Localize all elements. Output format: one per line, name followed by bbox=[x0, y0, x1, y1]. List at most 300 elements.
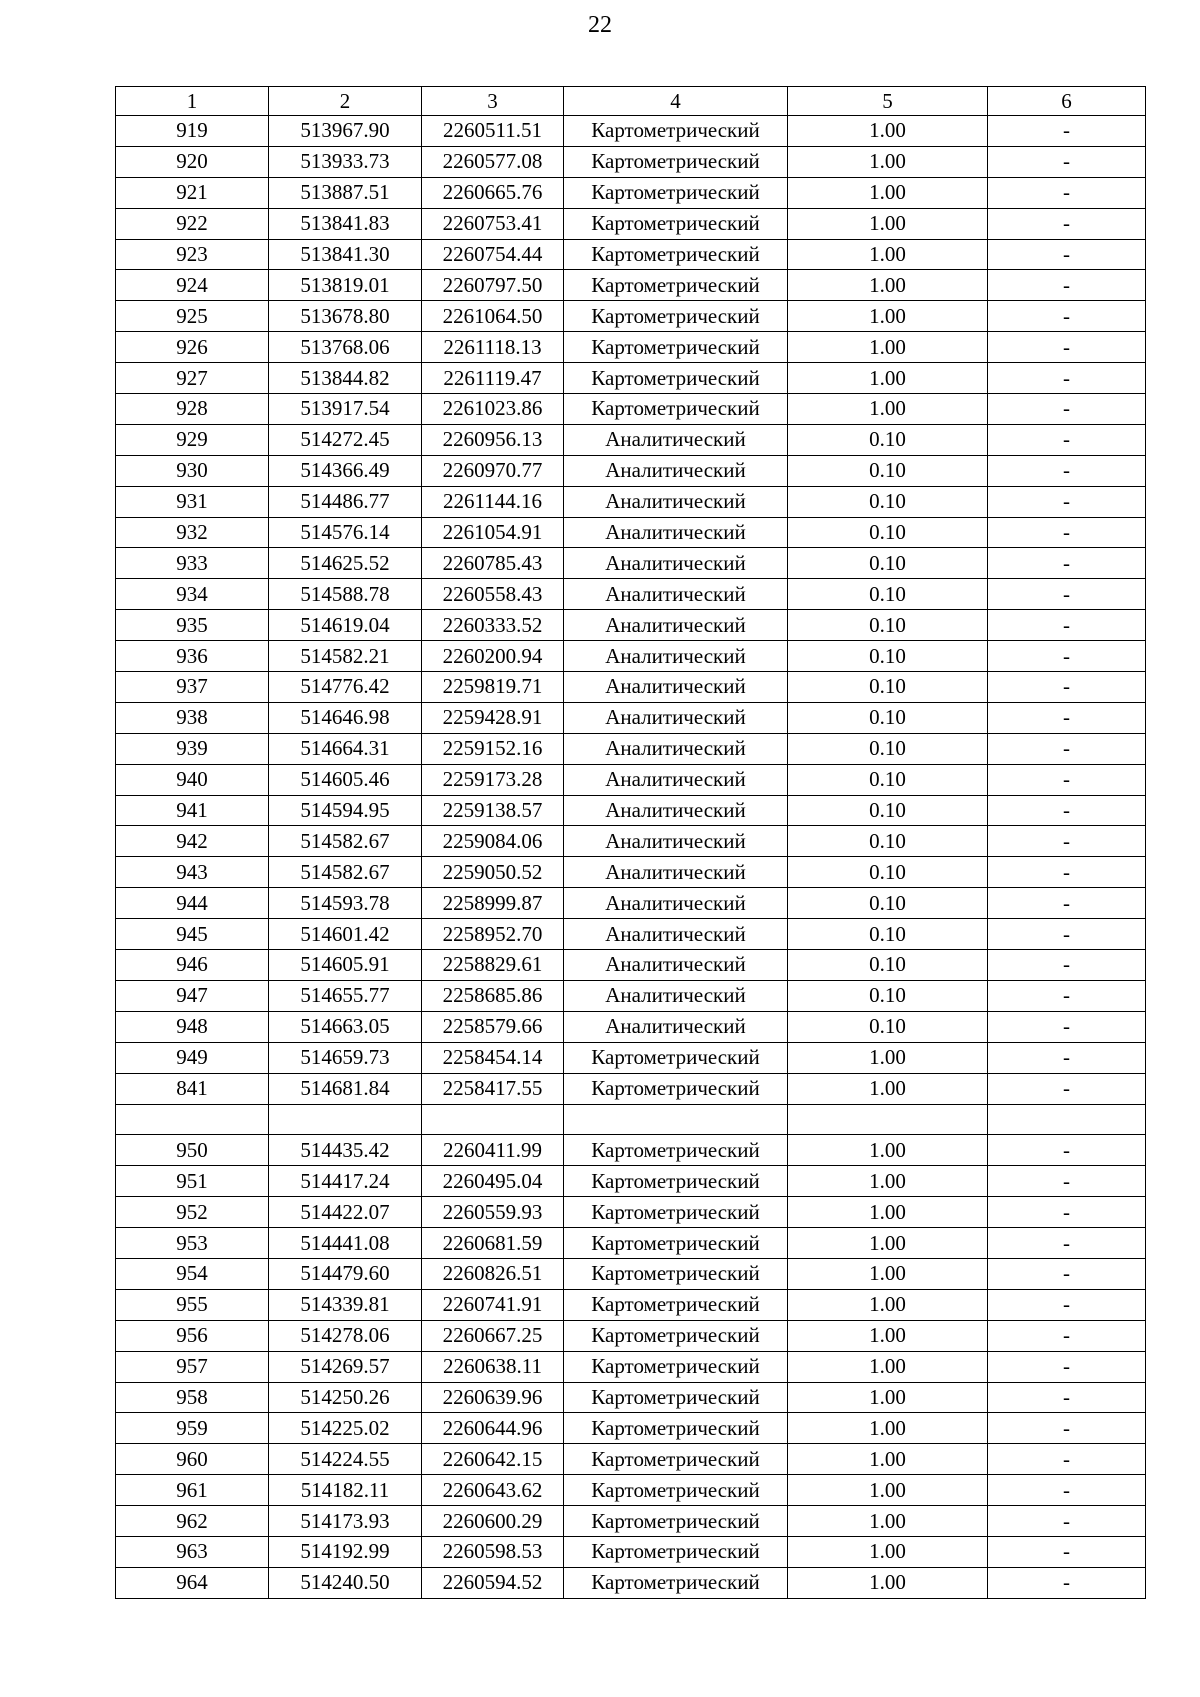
x-coordinate-cell: 514576.14 bbox=[269, 517, 422, 548]
header-cell-1: 1 bbox=[116, 87, 269, 116]
y-coordinate-cell: 2260200.94 bbox=[422, 641, 564, 672]
table-row bbox=[116, 1567, 1146, 1598]
point-number-cell: 921 bbox=[116, 177, 269, 208]
y-coordinate-cell: 2259152.16 bbox=[422, 733, 564, 764]
note-cell: - bbox=[988, 1382, 1146, 1413]
x-coordinate-cell: 514269.57 bbox=[269, 1351, 422, 1382]
x-coordinate-cell: 513933.73 bbox=[269, 146, 422, 177]
accuracy-cell: 0.10 bbox=[788, 641, 988, 672]
y-coordinate-cell: 2259138.57 bbox=[422, 795, 564, 826]
note-cell: - bbox=[988, 301, 1146, 332]
note-cell: - bbox=[988, 950, 1146, 981]
method-cell: Аналитический bbox=[564, 857, 788, 888]
point-number-cell: 920 bbox=[116, 146, 269, 177]
note-cell: - bbox=[988, 239, 1146, 270]
note-cell: - bbox=[988, 826, 1146, 857]
note-cell: - bbox=[988, 1011, 1146, 1042]
point-number-cell: 944 bbox=[116, 888, 269, 919]
table-row bbox=[116, 177, 1146, 208]
note-cell: - bbox=[988, 1042, 1146, 1073]
point-number-cell bbox=[116, 1104, 269, 1135]
method-cell: Картометрический bbox=[564, 177, 788, 208]
note-cell: - bbox=[988, 394, 1146, 425]
point-number-cell: 919 bbox=[116, 116, 269, 147]
x-coordinate-cell: 514655.77 bbox=[269, 980, 422, 1011]
method-cell: Картометрический bbox=[564, 1351, 788, 1382]
method-cell: Картометрический bbox=[564, 301, 788, 332]
x-coordinate-cell: 513917.54 bbox=[269, 394, 422, 425]
table-row bbox=[116, 1073, 1146, 1104]
y-coordinate-cell: 2260753.41 bbox=[422, 208, 564, 239]
point-number-cell: 934 bbox=[116, 579, 269, 610]
table-row bbox=[116, 1258, 1146, 1289]
point-number-cell: 962 bbox=[116, 1506, 269, 1537]
y-coordinate-cell: 2260681.59 bbox=[422, 1228, 564, 1259]
method-cell: Картометрический bbox=[564, 1258, 788, 1289]
y-coordinate-cell: 2260577.08 bbox=[422, 146, 564, 177]
table-row bbox=[116, 672, 1146, 703]
accuracy-cell: 1.00 bbox=[788, 1135, 988, 1166]
header-cell-3: 3 bbox=[422, 87, 564, 116]
point-number-cell: 926 bbox=[116, 332, 269, 363]
method-cell: Картометрический bbox=[564, 1073, 788, 1104]
x-coordinate-cell: 514582.67 bbox=[269, 826, 422, 857]
accuracy-cell: 0.10 bbox=[788, 672, 988, 703]
method-cell: Аналитический bbox=[564, 764, 788, 795]
accuracy-cell: 0.10 bbox=[788, 455, 988, 486]
point-number-cell: 950 bbox=[116, 1135, 269, 1166]
accuracy-cell: 0.10 bbox=[788, 548, 988, 579]
x-coordinate-cell: 513844.82 bbox=[269, 363, 422, 394]
note-cell: - bbox=[988, 1135, 1146, 1166]
y-coordinate-cell: 2260511.51 bbox=[422, 116, 564, 147]
note-cell: - bbox=[988, 1166, 1146, 1197]
table-row bbox=[116, 363, 1146, 394]
y-coordinate-cell: 2259173.28 bbox=[422, 764, 564, 795]
note-cell: - bbox=[988, 1536, 1146, 1567]
method-cell: Аналитический bbox=[564, 672, 788, 703]
accuracy-cell: 0.10 bbox=[788, 486, 988, 517]
note-cell: - bbox=[988, 1073, 1146, 1104]
method-cell: Картометрический bbox=[564, 1475, 788, 1506]
accuracy-cell: 1.00 bbox=[788, 239, 988, 270]
table-row bbox=[116, 610, 1146, 641]
point-number-cell: 929 bbox=[116, 424, 269, 455]
note-cell: - bbox=[988, 888, 1146, 919]
note-cell: - bbox=[988, 1228, 1146, 1259]
table-row bbox=[116, 301, 1146, 332]
y-coordinate-cell: 2260642.15 bbox=[422, 1444, 564, 1475]
x-coordinate-cell: 514479.60 bbox=[269, 1258, 422, 1289]
y-coordinate-cell: 2260797.50 bbox=[422, 270, 564, 301]
point-number-cell: 957 bbox=[116, 1351, 269, 1382]
note-cell: - bbox=[988, 146, 1146, 177]
x-coordinate-cell: 514192.99 bbox=[269, 1536, 422, 1567]
y-coordinate-cell: 2260644.96 bbox=[422, 1413, 564, 1444]
note-cell: - bbox=[988, 1413, 1146, 1444]
point-number-cell: 946 bbox=[116, 950, 269, 981]
x-coordinate-cell: 514486.77 bbox=[269, 486, 422, 517]
method-cell: Аналитический bbox=[564, 610, 788, 641]
note-cell: - bbox=[988, 579, 1146, 610]
method-cell: Аналитический bbox=[564, 733, 788, 764]
point-number-cell: 923 bbox=[116, 239, 269, 270]
method-cell: Аналитический bbox=[564, 919, 788, 950]
method-cell: Картометрический bbox=[564, 1506, 788, 1537]
note-cell: - bbox=[988, 672, 1146, 703]
table-row bbox=[116, 394, 1146, 425]
x-coordinate-cell: 513841.30 bbox=[269, 239, 422, 270]
accuracy-cell: 1.00 bbox=[788, 1506, 988, 1537]
accuracy-cell: 0.10 bbox=[788, 950, 988, 981]
note-cell: - bbox=[988, 610, 1146, 641]
accuracy-cell: 1.00 bbox=[788, 116, 988, 147]
method-cell: Картометрический bbox=[564, 239, 788, 270]
note-cell: - bbox=[988, 795, 1146, 826]
method-cell: Картометрический bbox=[564, 394, 788, 425]
x-coordinate-cell: 514601.42 bbox=[269, 919, 422, 950]
note-cell: - bbox=[988, 1197, 1146, 1228]
note-cell: - bbox=[988, 702, 1146, 733]
x-coordinate-cell: 514619.04 bbox=[269, 610, 422, 641]
y-coordinate-cell: 2260970.77 bbox=[422, 455, 564, 486]
x-coordinate-cell: 513887.51 bbox=[269, 177, 422, 208]
y-coordinate-cell: 2258417.55 bbox=[422, 1073, 564, 1104]
accuracy-cell: 1.00 bbox=[788, 1258, 988, 1289]
method-cell: Картометрический bbox=[564, 1135, 788, 1166]
accuracy-cell: 1.00 bbox=[788, 208, 988, 239]
method-cell: Картометрический bbox=[564, 332, 788, 363]
x-coordinate-cell: 514417.24 bbox=[269, 1166, 422, 1197]
x-coordinate-cell: 514250.26 bbox=[269, 1382, 422, 1413]
note-cell: - bbox=[988, 486, 1146, 517]
accuracy-cell: 1.00 bbox=[788, 177, 988, 208]
x-coordinate-cell: 514173.93 bbox=[269, 1506, 422, 1537]
table-row bbox=[116, 826, 1146, 857]
accuracy-cell: 0.10 bbox=[788, 702, 988, 733]
point-number-cell: 935 bbox=[116, 610, 269, 641]
table-row bbox=[116, 641, 1146, 672]
x-coordinate-cell: 514441.08 bbox=[269, 1228, 422, 1259]
point-number-cell: 937 bbox=[116, 672, 269, 703]
note-cell: - bbox=[988, 641, 1146, 672]
x-coordinate-cell: 513819.01 bbox=[269, 270, 422, 301]
x-coordinate-cell: 514272.45 bbox=[269, 424, 422, 455]
x-coordinate-cell: 514582.21 bbox=[269, 641, 422, 672]
accuracy-cell: 0.10 bbox=[788, 980, 988, 1011]
method-cell: Аналитический bbox=[564, 641, 788, 672]
y-coordinate-cell: 2258999.87 bbox=[422, 888, 564, 919]
y-coordinate-cell: 2260411.99 bbox=[422, 1135, 564, 1166]
table-row bbox=[116, 1289, 1146, 1320]
note-cell: - bbox=[988, 733, 1146, 764]
table-row bbox=[116, 1413, 1146, 1444]
point-number-cell: 941 bbox=[116, 795, 269, 826]
point-number-cell: 954 bbox=[116, 1258, 269, 1289]
x-coordinate-cell: 514339.81 bbox=[269, 1289, 422, 1320]
method-cell: Картометрический bbox=[564, 1289, 788, 1320]
table-row bbox=[116, 579, 1146, 610]
point-number-cell: 928 bbox=[116, 394, 269, 425]
method-cell: Картометрический bbox=[564, 1382, 788, 1413]
y-coordinate-cell: 2261023.86 bbox=[422, 394, 564, 425]
method-cell: Картометрический bbox=[564, 1197, 788, 1228]
note-cell: - bbox=[988, 764, 1146, 795]
accuracy-cell: 1.00 bbox=[788, 1197, 988, 1228]
y-coordinate-cell: 2260667.25 bbox=[422, 1320, 564, 1351]
method-cell: Аналитический bbox=[564, 826, 788, 857]
point-number-cell: 961 bbox=[116, 1475, 269, 1506]
table-row bbox=[116, 517, 1146, 548]
header-cell-5: 5 bbox=[788, 87, 988, 116]
table-row bbox=[116, 116, 1146, 147]
y-coordinate-cell: 2258454.14 bbox=[422, 1042, 564, 1073]
x-coordinate-cell: 513768.06 bbox=[269, 332, 422, 363]
accuracy-cell: 1.00 bbox=[788, 301, 988, 332]
accuracy-cell: 1.00 bbox=[788, 1536, 988, 1567]
table-row bbox=[116, 1135, 1146, 1166]
x-coordinate-cell: 514240.50 bbox=[269, 1567, 422, 1598]
method-cell: Картометрический bbox=[564, 1567, 788, 1598]
y-coordinate-cell: 2260594.52 bbox=[422, 1567, 564, 1598]
table-row bbox=[116, 1197, 1146, 1228]
x-coordinate-cell: 513841.83 bbox=[269, 208, 422, 239]
point-number-cell: 955 bbox=[116, 1289, 269, 1320]
y-coordinate-cell bbox=[422, 1104, 564, 1135]
y-coordinate-cell: 2261064.50 bbox=[422, 301, 564, 332]
note-cell: - bbox=[988, 1351, 1146, 1382]
accuracy-cell: 1.00 bbox=[788, 146, 988, 177]
table-row bbox=[116, 548, 1146, 579]
table-row bbox=[116, 733, 1146, 764]
point-number-cell: 945 bbox=[116, 919, 269, 950]
y-coordinate-cell: 2258829.61 bbox=[422, 950, 564, 981]
y-coordinate-cell: 2260639.96 bbox=[422, 1382, 564, 1413]
x-coordinate-cell: 514605.46 bbox=[269, 764, 422, 795]
point-number-cell: 952 bbox=[116, 1197, 269, 1228]
note-cell: - bbox=[988, 1320, 1146, 1351]
accuracy-cell: 1.00 bbox=[788, 1320, 988, 1351]
accuracy-cell: 0.10 bbox=[788, 610, 988, 641]
x-coordinate-cell: 514224.55 bbox=[269, 1444, 422, 1475]
table-row bbox=[116, 950, 1146, 981]
x-coordinate-cell: 514366.49 bbox=[269, 455, 422, 486]
y-coordinate-cell: 2260741.91 bbox=[422, 1289, 564, 1320]
accuracy-cell: 1.00 bbox=[788, 1413, 988, 1444]
method-cell: Аналитический bbox=[564, 486, 788, 517]
point-number-cell: 925 bbox=[116, 301, 269, 332]
method-cell: Картометрический bbox=[564, 1413, 788, 1444]
method-cell: Картометрический bbox=[564, 1228, 788, 1259]
x-coordinate-cell: 514593.78 bbox=[269, 888, 422, 919]
y-coordinate-cell: 2260785.43 bbox=[422, 548, 564, 579]
accuracy-cell: 1.00 bbox=[788, 1228, 988, 1259]
y-coordinate-cell: 2260558.43 bbox=[422, 579, 564, 610]
table-header bbox=[116, 87, 1146, 116]
point-number-cell: 927 bbox=[116, 363, 269, 394]
accuracy-cell: 1.00 bbox=[788, 332, 988, 363]
table-row bbox=[116, 764, 1146, 795]
point-number-cell: 953 bbox=[116, 1228, 269, 1259]
x-coordinate-cell: 514182.11 bbox=[269, 1475, 422, 1506]
point-number-cell: 939 bbox=[116, 733, 269, 764]
point-number-cell: 841 bbox=[116, 1073, 269, 1104]
table-row bbox=[116, 1444, 1146, 1475]
point-number-cell: 922 bbox=[116, 208, 269, 239]
y-coordinate-cell: 2260638.11 bbox=[422, 1351, 564, 1382]
table-row bbox=[116, 919, 1146, 950]
note-cell: - bbox=[988, 177, 1146, 208]
y-coordinate-cell: 2261118.13 bbox=[422, 332, 564, 363]
method-cell: Картометрический bbox=[564, 363, 788, 394]
accuracy-cell: 1.00 bbox=[788, 1444, 988, 1475]
accuracy-cell: 0.10 bbox=[788, 826, 988, 857]
note-cell: - bbox=[988, 1444, 1146, 1475]
method-cell: Картометрический bbox=[564, 146, 788, 177]
table-row bbox=[116, 1104, 1146, 1135]
y-coordinate-cell: 2260754.44 bbox=[422, 239, 564, 270]
point-number-cell: 948 bbox=[116, 1011, 269, 1042]
header-cell-6: 6 bbox=[988, 87, 1146, 116]
x-coordinate-cell: 514659.73 bbox=[269, 1042, 422, 1073]
note-cell: - bbox=[988, 1567, 1146, 1598]
table-row bbox=[116, 1506, 1146, 1537]
accuracy-cell: 1.00 bbox=[788, 1042, 988, 1073]
accuracy-cell: 0.10 bbox=[788, 764, 988, 795]
y-coordinate-cell: 2260600.29 bbox=[422, 1506, 564, 1537]
method-cell: Картометрический bbox=[564, 1320, 788, 1351]
point-number-cell: 940 bbox=[116, 764, 269, 795]
table-row bbox=[116, 1351, 1146, 1382]
x-coordinate-cell: 514664.31 bbox=[269, 733, 422, 764]
method-cell: Картометрический bbox=[564, 1536, 788, 1567]
x-coordinate-cell: 514625.52 bbox=[269, 548, 422, 579]
y-coordinate-cell: 2260495.04 bbox=[422, 1166, 564, 1197]
table-body bbox=[116, 116, 1146, 1599]
method-cell: Картометрический bbox=[564, 1042, 788, 1073]
y-coordinate-cell: 2261054.91 bbox=[422, 517, 564, 548]
point-number-cell: 943 bbox=[116, 857, 269, 888]
y-coordinate-cell: 2259819.71 bbox=[422, 672, 564, 703]
point-number-cell: 958 bbox=[116, 1382, 269, 1413]
method-cell: Картометрический bbox=[564, 208, 788, 239]
table-row bbox=[116, 795, 1146, 826]
table-row bbox=[116, 424, 1146, 455]
method-cell: Аналитический bbox=[564, 548, 788, 579]
table-row bbox=[116, 1320, 1146, 1351]
accuracy-cell: 1.00 bbox=[788, 1073, 988, 1104]
header-cell-2: 2 bbox=[269, 87, 422, 116]
x-coordinate-cell bbox=[269, 1104, 422, 1135]
method-cell: Аналитический bbox=[564, 950, 788, 981]
header-row bbox=[116, 87, 1146, 116]
accuracy-cell: 0.10 bbox=[788, 517, 988, 548]
accuracy-cell: 1.00 bbox=[788, 363, 988, 394]
point-number-cell: 959 bbox=[116, 1413, 269, 1444]
y-coordinate-cell: 2260826.51 bbox=[422, 1258, 564, 1289]
method-cell: Картометрический bbox=[564, 1444, 788, 1475]
accuracy-cell: 0.10 bbox=[788, 579, 988, 610]
y-coordinate-cell: 2261144.16 bbox=[422, 486, 564, 517]
x-coordinate-cell: 514435.42 bbox=[269, 1135, 422, 1166]
method-cell: Аналитический bbox=[564, 455, 788, 486]
table-row bbox=[116, 270, 1146, 301]
accuracy-cell: 0.10 bbox=[788, 424, 988, 455]
point-number-cell: 936 bbox=[116, 641, 269, 672]
y-coordinate-cell: 2260598.53 bbox=[422, 1536, 564, 1567]
point-number-cell: 960 bbox=[116, 1444, 269, 1475]
point-number-cell: 933 bbox=[116, 548, 269, 579]
table-row bbox=[116, 332, 1146, 363]
coordinates-table bbox=[115, 86, 1146, 1599]
point-number-cell: 963 bbox=[116, 1536, 269, 1567]
table-row bbox=[116, 486, 1146, 517]
x-coordinate-cell: 514422.07 bbox=[269, 1197, 422, 1228]
accuracy-cell: 1.00 bbox=[788, 1567, 988, 1598]
accuracy-cell: 1.00 bbox=[788, 1382, 988, 1413]
note-cell: - bbox=[988, 363, 1146, 394]
accuracy-cell: 0.10 bbox=[788, 795, 988, 826]
point-number-cell: 924 bbox=[116, 270, 269, 301]
note-cell: - bbox=[988, 424, 1146, 455]
note-cell: - bbox=[988, 1289, 1146, 1320]
accuracy-cell: 1.00 bbox=[788, 1475, 988, 1506]
x-coordinate-cell: 514776.42 bbox=[269, 672, 422, 703]
point-number-cell: 947 bbox=[116, 980, 269, 1011]
method-cell: Аналитический bbox=[564, 1011, 788, 1042]
method-cell: Аналитический bbox=[564, 980, 788, 1011]
table-row bbox=[116, 1382, 1146, 1413]
y-coordinate-cell: 2258952.70 bbox=[422, 919, 564, 950]
note-cell: - bbox=[988, 857, 1146, 888]
method-cell: Картометрический bbox=[564, 1166, 788, 1197]
point-number-cell: 932 bbox=[116, 517, 269, 548]
y-coordinate-cell: 2259050.52 bbox=[422, 857, 564, 888]
method-cell: Аналитический bbox=[564, 424, 788, 455]
y-coordinate-cell: 2261119.47 bbox=[422, 363, 564, 394]
x-coordinate-cell: 514605.91 bbox=[269, 950, 422, 981]
note-cell: - bbox=[988, 332, 1146, 363]
accuracy-cell: 0.10 bbox=[788, 888, 988, 919]
x-coordinate-cell: 513678.80 bbox=[269, 301, 422, 332]
note-cell bbox=[988, 1104, 1146, 1135]
y-coordinate-cell: 2260665.76 bbox=[422, 177, 564, 208]
table-row bbox=[116, 1475, 1146, 1506]
point-number-cell: 931 bbox=[116, 486, 269, 517]
accuracy-cell: 1.00 bbox=[788, 394, 988, 425]
y-coordinate-cell: 2258579.66 bbox=[422, 1011, 564, 1042]
table-row bbox=[116, 239, 1146, 270]
table-row bbox=[116, 1042, 1146, 1073]
point-number-cell: 942 bbox=[116, 826, 269, 857]
table-row bbox=[116, 146, 1146, 177]
note-cell: - bbox=[988, 980, 1146, 1011]
table-row bbox=[116, 1011, 1146, 1042]
accuracy-cell: 1.00 bbox=[788, 1166, 988, 1197]
x-coordinate-cell: 514588.78 bbox=[269, 579, 422, 610]
note-cell: - bbox=[988, 1258, 1146, 1289]
point-number-cell: 951 bbox=[116, 1166, 269, 1197]
y-coordinate-cell: 2260559.93 bbox=[422, 1197, 564, 1228]
point-number-cell: 938 bbox=[116, 702, 269, 733]
x-coordinate-cell: 514681.84 bbox=[269, 1073, 422, 1104]
accuracy-cell: 0.10 bbox=[788, 1011, 988, 1042]
point-number-cell: 930 bbox=[116, 455, 269, 486]
method-cell: Аналитический bbox=[564, 517, 788, 548]
y-coordinate-cell: 2259084.06 bbox=[422, 826, 564, 857]
table-row bbox=[116, 455, 1146, 486]
table-row bbox=[116, 1536, 1146, 1567]
